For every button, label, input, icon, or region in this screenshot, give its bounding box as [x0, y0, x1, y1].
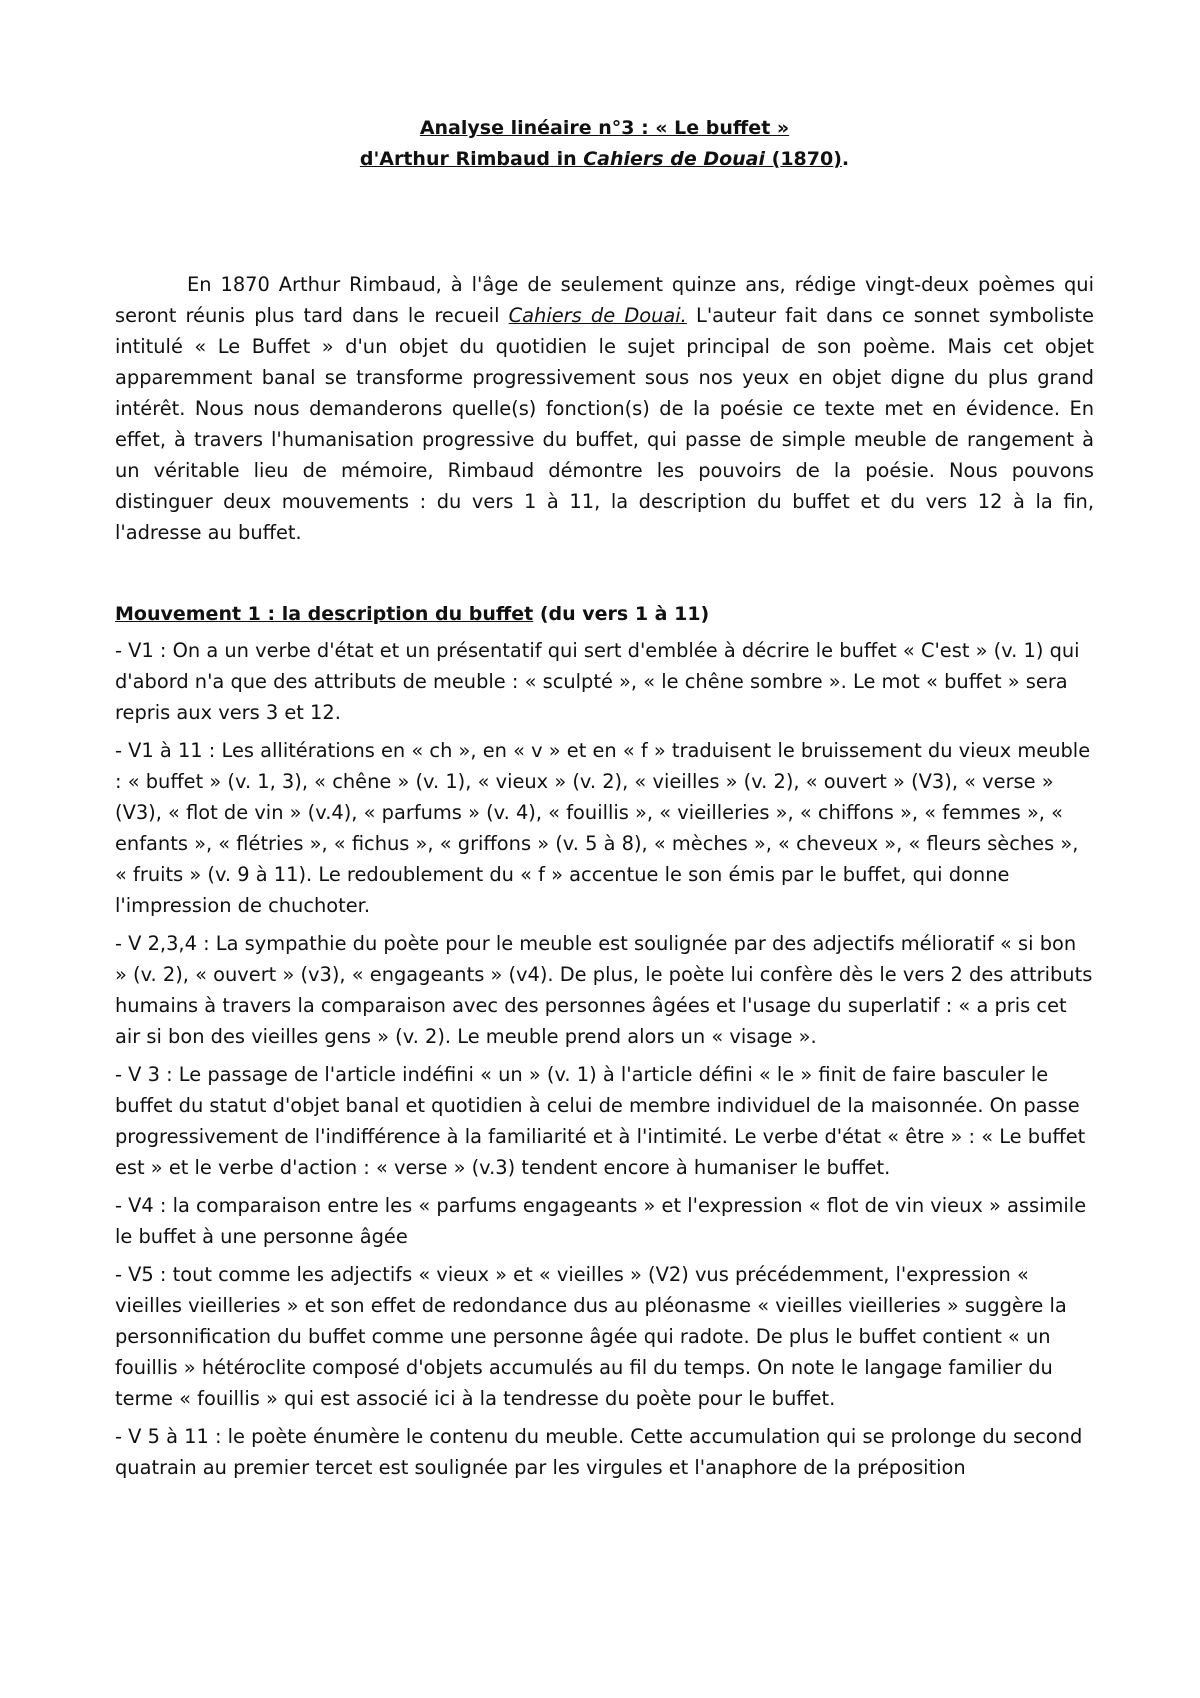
title-line-analysis: Analyse linéaire n°3 : « Le buffet » — [419, 117, 790, 139]
introduction-paragraph — [115, 269, 1094, 548]
analysis-paragraph-v5-11: - V 5 à 11 : le poète énumère le contenu du meuble. Cette accumulation qui se prolonge du second quatrain au premier tercet est soulignée par les virgules et l'anaphore de la préposition — [115, 1425, 1083, 1479]
title-line-author — [115, 144, 1094, 175]
section-heading-movement-1 — [115, 599, 1094, 630]
analysis-paragraph-v2-3-4: - V 2,3,4 : La sympathie du poète pour le meuble est soulignée par des adjectifs mélioratif « si bon » (v. 2), « ouvert » (v3), « engageants » (v4). De plus, le poète lui confère dès le vers 2 des attributs humains à travers la comparaison avec des personnes âgées et l'usage du superlatif : « a pris cet air si bon des vieilles gens » (v. 2). Le meuble prend alors un « visage ». — [115, 932, 1093, 1048]
title-paren-close: ) — [833, 148, 842, 170]
section-heading-title: Mouvement 1 : la description du buffet — [115, 603, 534, 625]
analysis-paragraph-v3: - V 3 : Le passage de l'article indéfini « un » (v. 1) à l'article défini « le » finit de faire basculer le buffet du statut d'objet banal et quotidien à celui de membre individuel de la maisonnée. On passe progressivement de l'indifférence à la familiarité et à l'intimité. Le verbe d'état « être » : « Le buffet est » et le verbe d'action : « verse » (v.3) tendent encore à humaniser le buffet. — [115, 1063, 1086, 1179]
document-title — [115, 113, 1094, 175]
analysis-paragraph-v1-11: - V1 à 11 : Les allitérations en « ch », en « v » et en « f » traduisent le bruissement du vieux meuble : « buffet » (v. 1, 3), « chêne » (v. 1), « vieux » (v. 2), « vieilles » (v. 2), « ouvert » (V3), « verse » (V3), « flot de vin » (v.4), « parfums » (v. 4), « fouillis », « vieilleries », « chiffons », « femmes », « enfants », « flétries », « fichus », « griffons » (v. 5 à 8), « mèches », « cheveux », « fleurs sèches », « fruits » (v. 9 à 11). Le redoublement du « f » accentue le son émis par le buffet, qui donne l'impression de chuchoter. — [115, 739, 1091, 917]
intro-text-start: En 1870 Arthur Rimbaud, à l'âge de seulement quinze ans, rédige vingt-deux poèmes qui seront réunis plus tard dans le recueil — [115, 273, 1094, 327]
title-year: 1870 — [780, 148, 834, 170]
title-work-name: Cahiers de Douai — [583, 148, 766, 170]
analysis-paragraph-v5: - V5 : tout comme les adjectifs « vieux » et « vieilles » (V2) vus précédemment, l'expression « vieilles vieilleries » et son effet de redondance dus au pléonasme « vieilles vieilleries » suggère la personnification du buffet comme une personne âgée qui radote. De plus le buffet contient « un fouillis » hétéroclite composé d'objets accumulés au fil du temps. On note le langage familier du terme « fouillis » qui est associé ici à la tendresse du poète pour le buffet. — [115, 1263, 1067, 1410]
title-author-prefix: d'Arthur Rimbaud in — [359, 148, 584, 170]
title-period: . — [841, 148, 850, 170]
title-paren-open: ( — [765, 148, 781, 170]
section-heading-range: (du vers 1 à 11) — [533, 603, 710, 625]
intro-work-reference: Cahiers de Douai. — [508, 304, 687, 327]
analysis-paragraph-v1: - V1 : On a un verbe d'état et un présentatif qui sert d'emblée à décrire le buffet « C'est » (v. 1) qui d'abord n'a que des attributs de meuble : « sculpté », « le chêne sombre ». Le mot « buffet » sera repris aux vers 3 et 12. — [115, 639, 1080, 724]
intro-text-end: L'auteur fait dans ce sonnet symboliste intitulé « Le Buffet » d'un objet du quotidien le sujet principal de son poème. Mais cet objet apparemment banal se transforme progressivement sous nos yeux en objet digne du plus grand intérêt. Nous nous demanderons quelle(s) fonction(s) de la poésie ce texte met en évidence. En effet, à travers l'humanisation progressive du buffet, qui passe de simple meuble de rangement à un véritable lieu de mémoire, Rimbaud démontre les pouvoirs de la poésie. Nous pouvons distinguer deux mouvements : du vers 1 à 11, la description du buffet et du vers 12 à la fin, l'adresse au buffet. — [115, 304, 1094, 544]
analysis-paragraph-v4: - V4 : la comparaison entre les « parfums engageants » et l'expression « flot de vin vieux » assimile le buffet à une personne âgée — [115, 1194, 1087, 1248]
